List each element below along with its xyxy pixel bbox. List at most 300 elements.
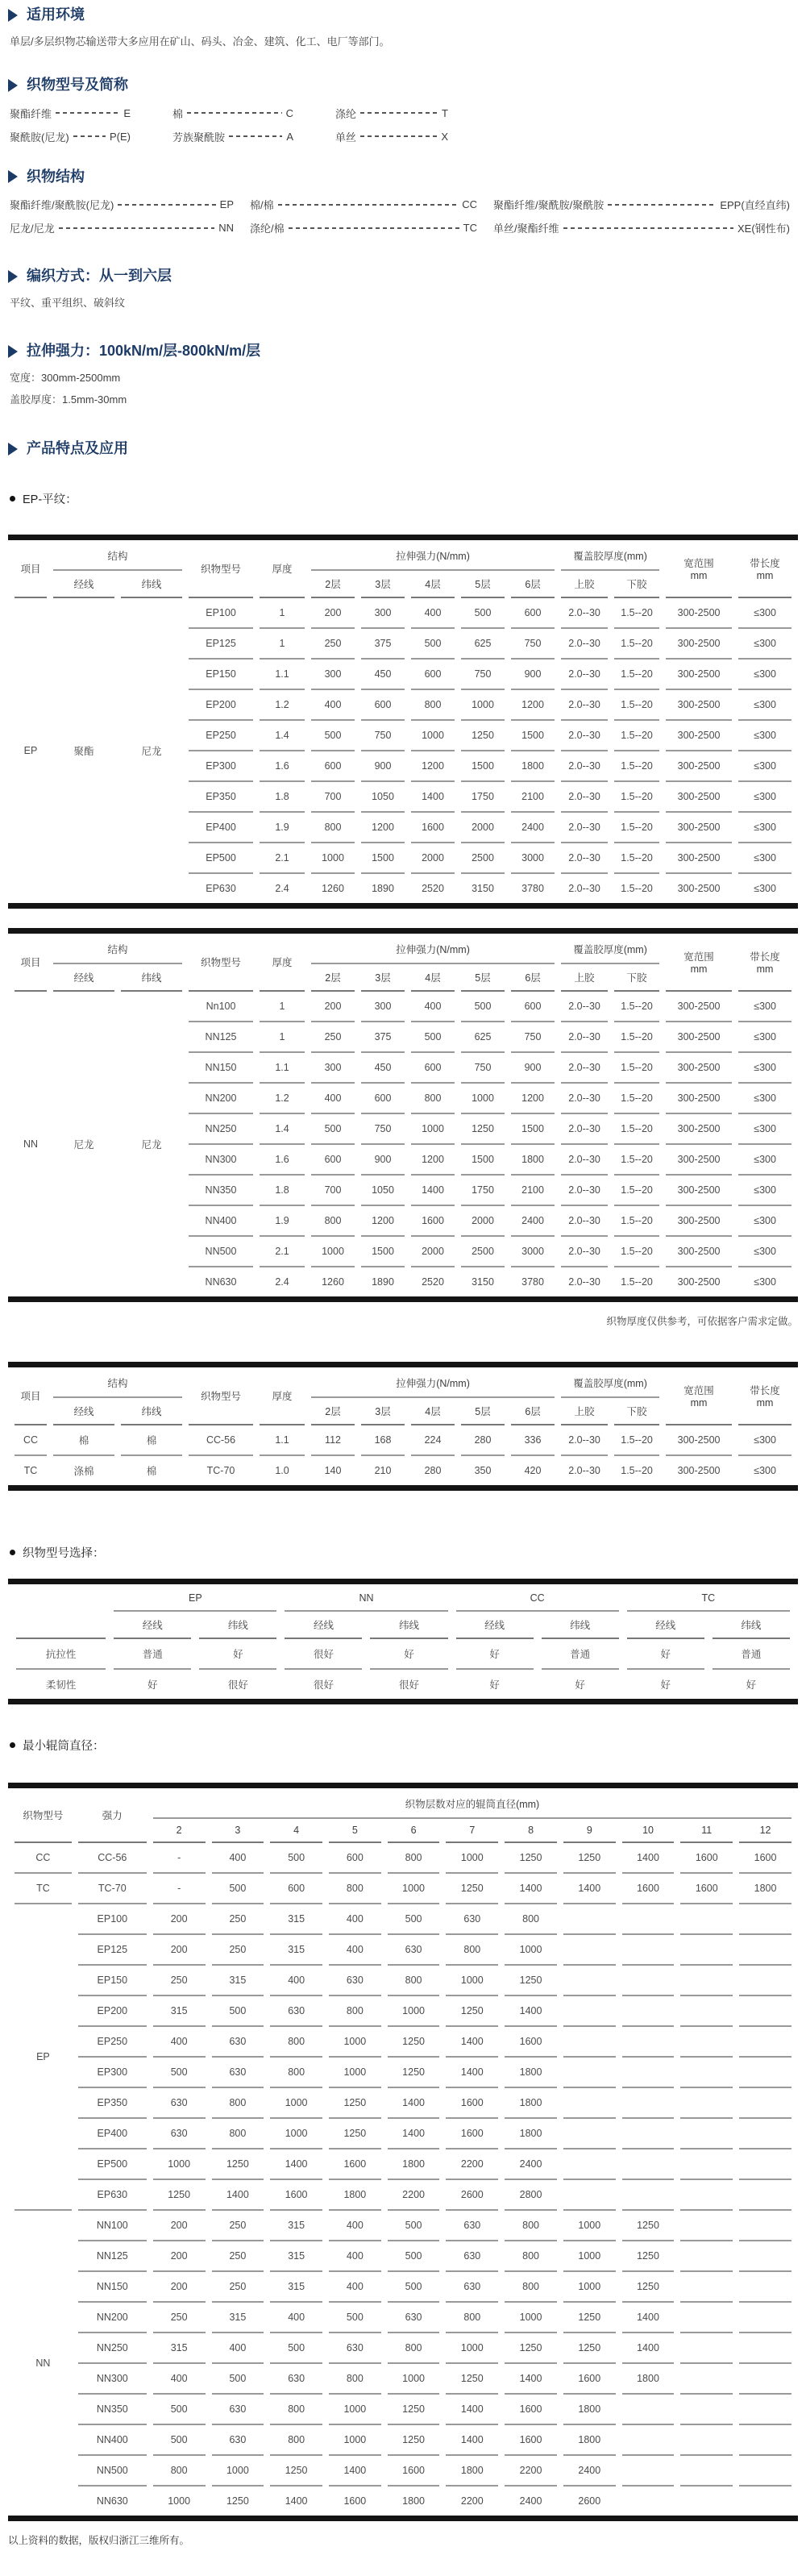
- item-label: 聚酯纤维: [10, 107, 52, 120]
- data-cell: 1400: [622, 1843, 675, 1874]
- data-cell: -: [153, 1843, 206, 1874]
- group-warp: 棉: [53, 1425, 114, 1456]
- col-ply: 6层: [511, 1398, 555, 1425]
- data-cell: [739, 1966, 791, 1996]
- data-cell: [563, 1966, 616, 1996]
- table-top-rule: [8, 1783, 798, 1788]
- data-cell: EP150: [189, 660, 253, 690]
- col-upper-cover: 上胶: [561, 571, 608, 598]
- data-cell: 1.5--20: [614, 782, 659, 813]
- data-cell: 2000: [411, 1237, 455, 1267]
- data-cell: [622, 2395, 675, 2425]
- group-item: NN: [23, 1138, 39, 1150]
- data-cell: 200: [153, 1904, 206, 1935]
- data-cell: 600: [270, 1874, 322, 1904]
- data-cell: [680, 2364, 733, 2395]
- data-cell: 800: [329, 2364, 381, 2395]
- data-cell: 1250: [153, 2180, 206, 2211]
- data-cell: 315: [270, 1904, 322, 1935]
- data-cell: 1000: [563, 2211, 616, 2241]
- data-cell: 1.2: [260, 690, 305, 721]
- rating-cell: 好: [746, 1679, 757, 1691]
- data-cell: EP300: [189, 751, 253, 782]
- data-cell: 300-2500: [666, 1237, 732, 1267]
- data-cell: CC-56: [189, 1425, 253, 1456]
- data-cell: [622, 2487, 675, 2516]
- data-cell: 1600: [343, 2495, 367, 2507]
- col-ply: 5层: [461, 1398, 505, 1425]
- data-cell: 400: [329, 2241, 381, 2272]
- data-cell: 1400: [622, 2333, 675, 2364]
- col-ply: 6层: [511, 571, 555, 598]
- data-cell: 300-2500: [666, 813, 732, 843]
- data-cell: 500: [311, 1114, 355, 1145]
- data-cell: [739, 2058, 791, 2088]
- data-cell: 1200: [411, 751, 455, 782]
- data-cell: 2.0--30: [561, 813, 608, 843]
- model-abbrev-item: [172, 106, 293, 121]
- data-cell: 750: [361, 1114, 405, 1145]
- data-cell: 1250: [329, 2119, 381, 2149]
- data-cell: 1800: [505, 2058, 557, 2088]
- data-cell: 400: [270, 1966, 322, 1996]
- data-cell: 1: [260, 629, 305, 660]
- data-cell: 1000: [461, 690, 505, 721]
- item-label: 聚酯纤维/聚酰胺/聚酰胺: [493, 199, 604, 212]
- data-cell: [680, 1904, 733, 1935]
- dash-leader: [187, 112, 282, 114]
- data-cell: 800: [388, 1966, 440, 1996]
- data-cell: 300: [361, 992, 405, 1022]
- data-cell: [680, 2303, 733, 2333]
- section-arrow-icon: [8, 9, 18, 22]
- data-cell: 1.9: [260, 813, 305, 843]
- data-cell: [622, 2058, 675, 2088]
- data-cell: 1.5--20: [614, 992, 659, 1022]
- data-cell: 1000: [563, 2272, 616, 2303]
- data-cell: 800: [212, 2088, 264, 2119]
- item-code: X: [441, 130, 448, 143]
- section-arrow-icon: [8, 270, 18, 283]
- data-cell: [563, 2119, 616, 2149]
- data-cell: 700: [311, 782, 355, 813]
- col-warp: 经线: [53, 964, 114, 992]
- table-row: [15, 2088, 791, 2119]
- col-ply: 3层: [361, 571, 405, 598]
- data-cell: [680, 2088, 733, 2119]
- data-cell: 1600: [505, 2395, 557, 2425]
- data-cell: 1250: [563, 2303, 616, 2333]
- data-cell: 500: [388, 2241, 440, 2272]
- env-body: 单层/多层织物芯输送带大多应用在矿山、码头、冶金、建筑、化工、电厂等部门。: [10, 35, 390, 48]
- data-cell: 2100: [511, 782, 555, 813]
- data-cell: 2400: [519, 2495, 542, 2507]
- data-cell: 900: [511, 660, 555, 690]
- structure-item: [250, 197, 477, 212]
- col-item: 项目: [15, 934, 47, 992]
- col-ply: 3层: [361, 964, 405, 992]
- data-cell: 300-2500: [666, 629, 732, 660]
- dash-leader: [56, 112, 119, 114]
- data-cell: 500: [461, 992, 505, 1022]
- data-cell: 700: [311, 1176, 355, 1206]
- corner-cell: [16, 1612, 106, 1639]
- data-cell: 2200: [460, 2495, 484, 2507]
- item-code: A: [286, 130, 293, 143]
- data-cell: 1000: [329, 2425, 381, 2456]
- data-cell: 280: [461, 1425, 505, 1456]
- data-cell: 2400: [563, 2456, 616, 2487]
- data-cell: 315: [270, 1935, 322, 1966]
- data-cell: [739, 2272, 791, 2303]
- data-cell: 1.5--20: [614, 598, 659, 629]
- data-cell: Nn100: [189, 992, 253, 1022]
- item-label: 涤纶: [335, 107, 357, 120]
- data-cell: 2520: [422, 1276, 444, 1288]
- data-cell: 1.1: [260, 660, 305, 690]
- table-row: [15, 598, 791, 629]
- data-cell: ≤300: [738, 629, 791, 660]
- data-cell: 2.0--30: [561, 1425, 608, 1456]
- rating-cell: 很好: [399, 1679, 420, 1691]
- data-cell: 315: [212, 2303, 264, 2333]
- data-cell: [739, 2088, 791, 2119]
- data-cell: 1600: [329, 2149, 381, 2180]
- tensile-cover-line: 盖胶厚度：1.5mm-30mm: [10, 393, 127, 406]
- data-cell: 1.5--20: [614, 629, 659, 660]
- data-cell: 2.0--30: [561, 629, 608, 660]
- data-cell: [680, 1996, 733, 2027]
- data-cell: 800: [505, 2272, 557, 2303]
- data-cell: 250: [212, 1904, 264, 1935]
- col-ply-count: 11: [680, 1819, 733, 1843]
- data-cell: 2.4: [275, 1276, 289, 1288]
- group-warp: 尼龙: [73, 1138, 94, 1151]
- data-cell: 1.1: [260, 1053, 305, 1084]
- group-weft: 尼龙: [141, 1138, 162, 1151]
- data-cell: 250: [153, 2303, 206, 2333]
- section-title-text: 织物结构: [27, 168, 85, 185]
- data-cell: ≤300: [738, 721, 791, 751]
- group-weft: 棉: [121, 1425, 182, 1456]
- col-ply: 4层: [411, 1398, 455, 1425]
- data-cell: 2600: [446, 2180, 498, 2211]
- data-cell: ≤300: [754, 1464, 776, 1476]
- data-cell: 1.5--20: [614, 751, 659, 782]
- data-cell: 800: [270, 2395, 322, 2425]
- data-cell: 500: [212, 1874, 264, 1904]
- data-cell: ≤300: [738, 1022, 791, 1053]
- data-cell: 630: [270, 1996, 322, 2027]
- bullet-dot-icon: [10, 1742, 15, 1748]
- data-cell: 200: [153, 2272, 206, 2303]
- col-upper-cover: 上胶: [561, 964, 608, 992]
- data-cell: [739, 2149, 791, 2180]
- data-cell: 800: [153, 2456, 206, 2487]
- data-cell: 800: [388, 2333, 440, 2364]
- table-row: [16, 1670, 790, 1699]
- data-cell: 1600: [680, 1843, 733, 1874]
- data-cell: 3150: [472, 882, 494, 894]
- data-cell: 250: [311, 629, 355, 660]
- data-cell: [680, 2180, 733, 2211]
- data-cell: 1.4: [260, 721, 305, 751]
- data-cell: NN300: [189, 1145, 253, 1176]
- data-cell: NN250: [78, 2333, 147, 2364]
- data-cell: 1.5--20: [614, 813, 659, 843]
- col-cover: 覆盖胶厚度(mm): [561, 540, 659, 571]
- data-cell: 350: [474, 1464, 492, 1476]
- data-cell: 1250: [388, 2058, 440, 2088]
- data-cell: NN250: [189, 1114, 253, 1145]
- data-cell: 1: [260, 1022, 305, 1053]
- data-cell: 300-2500: [666, 1114, 732, 1145]
- data-cell: 1800: [563, 2395, 616, 2425]
- data-cell: 1200: [361, 1206, 405, 1237]
- data-cell: 630: [329, 2333, 381, 2364]
- data-cell: [680, 2425, 733, 2456]
- data-cell: 500: [270, 1843, 322, 1874]
- col-tensile: 拉伸强力(N/mm): [311, 934, 555, 964]
- col-group-ep: EP: [114, 1584, 276, 1612]
- data-cell: EP125: [189, 629, 253, 660]
- data-cell: [680, 2119, 733, 2149]
- data-cell: 250: [212, 2272, 264, 2303]
- data-cell: NN100: [78, 2211, 147, 2241]
- col-ply-count: 12: [739, 1819, 791, 1843]
- data-cell: 2.0--30: [561, 721, 608, 751]
- data-cell: 2000: [461, 1206, 505, 1237]
- section-title-text: 织物型号及简称: [27, 77, 128, 94]
- data-cell: 450: [361, 1053, 405, 1084]
- data-cell: 600: [511, 598, 555, 629]
- data-cell: 3000: [511, 1237, 555, 1267]
- col-item: 项目: [15, 1367, 47, 1425]
- data-cell: 1800: [402, 2495, 425, 2507]
- data-cell: [680, 2456, 733, 2487]
- data-cell: 2.0--30: [561, 782, 608, 813]
- data-cell: 300-2500: [666, 1176, 732, 1206]
- data-cell: [739, 1935, 791, 1966]
- col-ply: 2层: [311, 964, 355, 992]
- data-cell: 1250: [461, 721, 505, 751]
- data-cell: 2000: [461, 813, 505, 843]
- dash-leader: [289, 227, 459, 229]
- data-cell: 1400: [411, 782, 455, 813]
- data-cell: 1200: [511, 690, 555, 721]
- data-cell: 1000: [311, 843, 355, 874]
- data-cell: 1500: [511, 721, 555, 751]
- data-cell: 630: [212, 2425, 264, 2456]
- col-structure: 结构: [53, 540, 182, 571]
- col-tensile: 拉伸强力(N/mm): [311, 1367, 555, 1398]
- data-cell: 300-2500: [666, 660, 732, 690]
- data-cell: 1200: [361, 813, 405, 843]
- data-cell: 1600: [411, 1206, 455, 1237]
- selection-bullet: [10, 1544, 798, 1561]
- col-item: 项目: [15, 540, 47, 598]
- data-cell: 1.5--20: [621, 1276, 653, 1288]
- data-cell: [739, 2395, 791, 2425]
- models-list: [10, 106, 798, 144]
- data-cell: 1000: [311, 1237, 355, 1267]
- data-cell: 2000: [411, 843, 455, 874]
- structure-item: [493, 220, 790, 235]
- data-cell: 1250: [446, 1996, 498, 2027]
- col-cover: 覆盖胶厚度(mm): [561, 934, 659, 964]
- item-code: EP: [219, 198, 234, 211]
- col-ply-count: 4: [270, 1819, 322, 1843]
- table-row: [15, 2058, 791, 2088]
- nn-spec-table: [8, 934, 798, 1296]
- data-cell: 300-2500: [677, 882, 721, 894]
- data-cell: 1250: [270, 2456, 322, 2487]
- table-row: [15, 1904, 791, 1935]
- table-bottom-rule: [8, 903, 798, 909]
- data-cell: 1500: [511, 1114, 555, 1145]
- table-bottom-rule: [8, 1296, 798, 1302]
- col-warp: 经线: [114, 1612, 191, 1639]
- data-cell: 300-2500: [666, 1053, 732, 1084]
- data-cell: 1400: [446, 2058, 498, 2088]
- data-cell: NN125: [78, 2241, 147, 2272]
- data-cell: 1800: [622, 2364, 675, 2395]
- data-cell: 750: [511, 629, 555, 660]
- data-cell: ≤300: [738, 992, 791, 1022]
- data-cell: [739, 2456, 791, 2487]
- data-cell: 3000: [511, 843, 555, 874]
- table-bottom-rule: [8, 2516, 798, 2521]
- data-cell: 1000: [446, 1966, 498, 1996]
- data-cell: 2.0--30: [561, 1022, 608, 1053]
- data-cell: 1400: [446, 2395, 498, 2425]
- data-cell: 1.5--20: [614, 1022, 659, 1053]
- data-cell: NN350: [189, 1176, 253, 1206]
- data-cell: 1250: [446, 1874, 498, 1904]
- item-label: 芳族聚酰胺: [172, 131, 226, 144]
- col-ply-count: 7: [446, 1819, 498, 1843]
- data-cell: 2520: [422, 882, 444, 894]
- col-belt-length: 带长度 mm: [738, 1367, 791, 1425]
- data-cell: 400: [329, 1935, 381, 1966]
- data-cell: 1000: [329, 2395, 381, 2425]
- table-top-rule: [8, 1579, 798, 1584]
- rating-cell: 好: [370, 1639, 447, 1670]
- data-cell: [622, 2149, 675, 2180]
- bullet-dot-icon: [10, 496, 15, 501]
- rating-cell: 好: [660, 1679, 671, 1691]
- data-cell: 750: [511, 1022, 555, 1053]
- table-top-rule: [8, 1362, 798, 1367]
- data-cell: 1000: [168, 2495, 191, 2507]
- data-cell: ≤300: [738, 660, 791, 690]
- data-cell: EP250: [78, 2027, 147, 2058]
- col-tensile: 拉伸强力(N/mm): [311, 540, 555, 571]
- data-cell: 210: [374, 1464, 392, 1476]
- table-row: [15, 2027, 791, 2058]
- data-cell: [739, 2027, 791, 2058]
- structure-item: [250, 220, 477, 235]
- data-cell: 2.0--30: [561, 660, 608, 690]
- dash-leader: [229, 135, 282, 137]
- data-cell: [622, 2027, 675, 2058]
- data-cell: 2400: [505, 2149, 557, 2180]
- selection-table-block: [8, 1579, 798, 1704]
- data-cell: 1000: [505, 1935, 557, 1966]
- table-row: [15, 1843, 791, 1874]
- data-cell: 1400: [563, 1874, 616, 1904]
- data-cell: 800: [311, 813, 355, 843]
- table-row: [15, 2333, 791, 2364]
- data-cell: 630: [388, 1935, 440, 1966]
- rating-cell: 普通: [542, 1639, 619, 1670]
- data-cell: 1000: [329, 2058, 381, 2088]
- data-cell: 1400: [388, 2088, 440, 2119]
- data-cell: 2.0--30: [561, 751, 608, 782]
- data-cell: 315: [212, 1966, 264, 1996]
- col-ply: 2层: [311, 1398, 355, 1425]
- group-item: EP: [23, 744, 38, 756]
- ep-spec-table: [8, 540, 798, 903]
- data-cell: 2200: [388, 2180, 440, 2211]
- data-cell: 630: [329, 1966, 381, 1996]
- data-cell: [680, 2211, 733, 2241]
- data-cell: 800: [388, 1843, 440, 1874]
- data-cell: 500: [212, 1996, 264, 2027]
- data-cell: 500: [212, 2364, 264, 2395]
- data-cell: 300-2500: [666, 992, 732, 1022]
- data-cell: 600: [511, 992, 555, 1022]
- data-cell: 500: [411, 1022, 455, 1053]
- data-cell: 2200: [505, 2456, 557, 2487]
- data-cell: NN125: [189, 1022, 253, 1053]
- data-cell: 1050: [361, 1176, 405, 1206]
- group-item: NN: [35, 2357, 51, 2369]
- data-cell: 800: [329, 1996, 381, 2027]
- data-cell: 1.9: [260, 1206, 305, 1237]
- col-lower-cover: 下胶: [614, 964, 659, 992]
- data-cell: 1.5--20: [614, 1145, 659, 1176]
- data-cell: 800: [270, 2058, 322, 2088]
- group-weft: 棉: [146, 1465, 157, 1477]
- item-code: E: [123, 106, 131, 119]
- data-cell: 800: [505, 2241, 557, 2272]
- table-row: [15, 2456, 791, 2487]
- data-cell: [680, 2272, 733, 2303]
- rating-cell: 好: [199, 1639, 276, 1670]
- data-cell: 300-2500: [666, 782, 732, 813]
- ep-plain-bullet: [10, 490, 798, 507]
- section-title-text: 适用环境: [27, 6, 85, 23]
- data-cell: ≤300: [738, 843, 791, 874]
- data-cell: 1250: [388, 2027, 440, 2058]
- data-cell: 315: [270, 2241, 322, 2272]
- data-cell: 315: [153, 2333, 206, 2364]
- col-thickness: 厚度: [260, 540, 305, 598]
- col-belt-length: 带长度 mm: [738, 934, 791, 992]
- data-cell: [739, 2211, 791, 2241]
- rating-cell: 普通: [713, 1639, 790, 1670]
- data-cell: 2400: [511, 813, 555, 843]
- data-cell: 500: [153, 2058, 206, 2088]
- data-cell: 630: [446, 2241, 498, 2272]
- data-cell: 1.5--20: [614, 1084, 659, 1114]
- data-cell: 400: [311, 1084, 355, 1114]
- data-cell: 1.5--20: [614, 1425, 659, 1456]
- data-cell: 800: [411, 1084, 455, 1114]
- data-cell: [739, 2241, 791, 2272]
- data-cell: 1050: [361, 782, 405, 813]
